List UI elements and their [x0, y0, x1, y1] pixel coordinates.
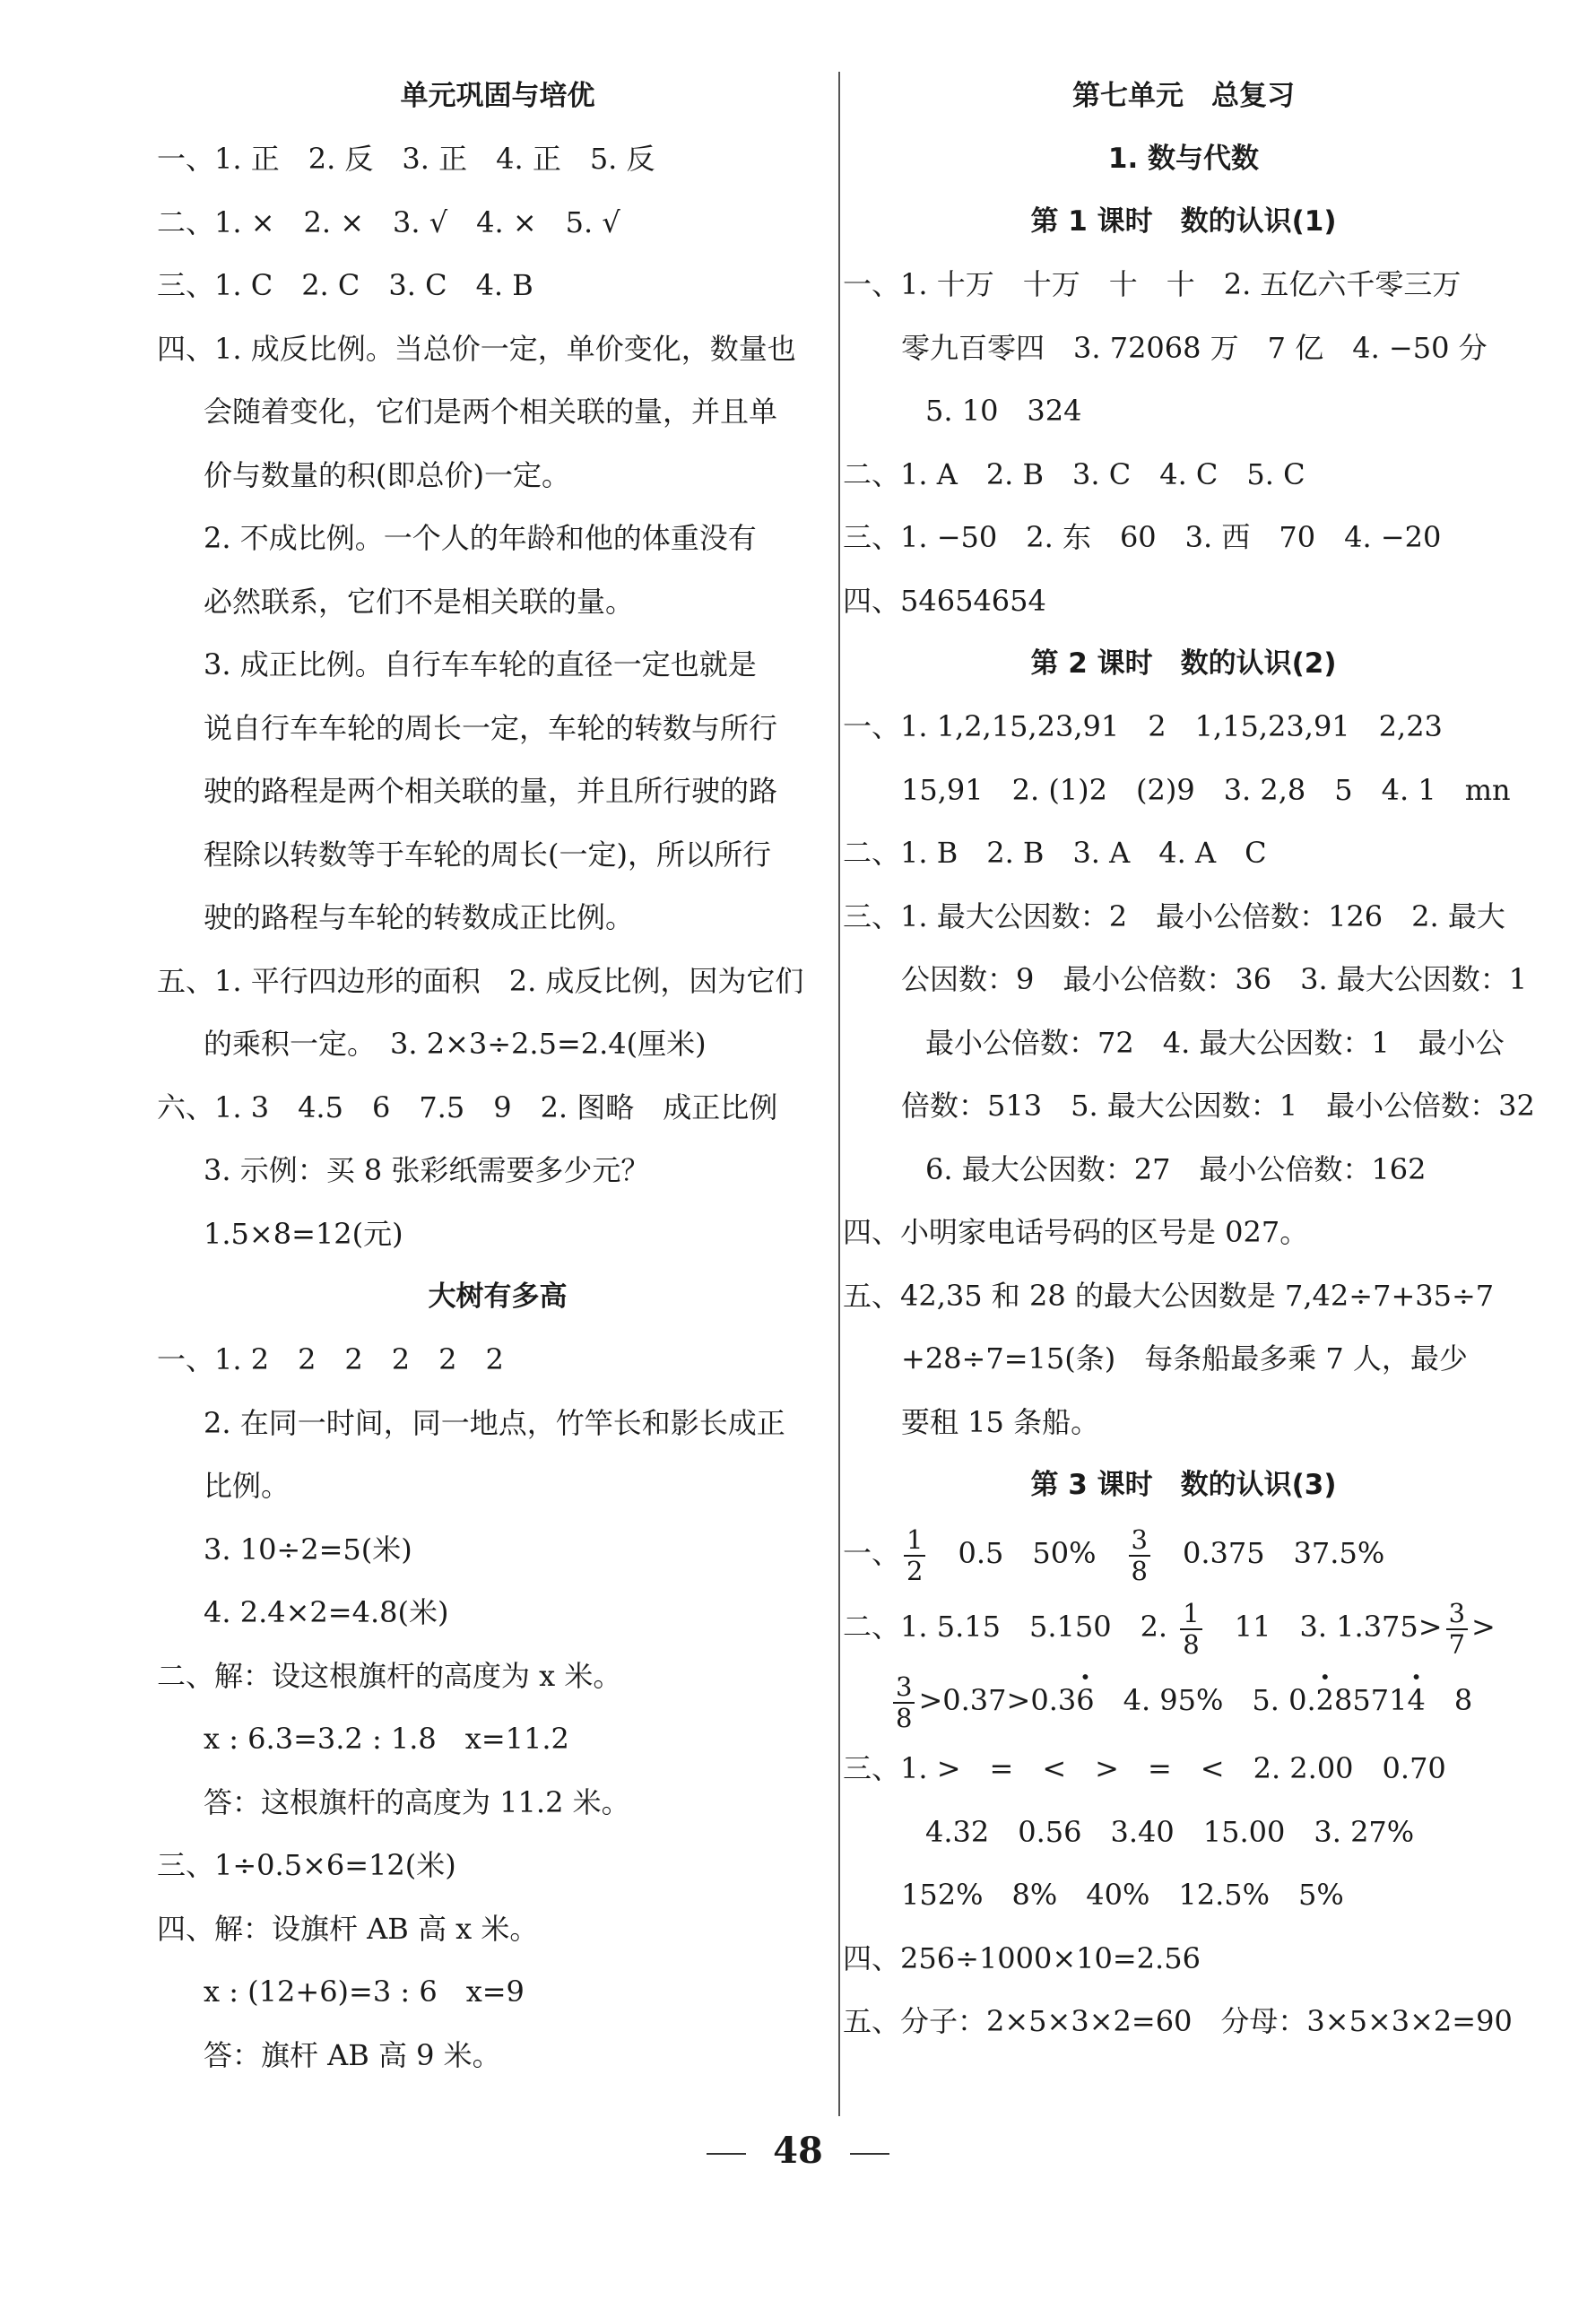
- answer-line: 2. 不成比例。一个人的年龄和他的体重没有: [204, 521, 757, 555]
- answer-line: 必然联系，它们不是相关联的量。: [204, 584, 635, 619]
- repeating-digit: · 6: [1076, 1663, 1094, 1737]
- repeating-digit: · 2: [1316, 1663, 1334, 1737]
- fraction: $\frac{3}{7}$: [1446, 1601, 1468, 1658]
- dash-left: [707, 2153, 746, 2155]
- section-title: 大树有多高: [428, 1280, 568, 1313]
- answer-line: 1.5×8=12(元): [204, 1216, 403, 1251]
- answer-line: 五、分子：2×5×3×2=60 分母：3×5×3×2=90: [843, 2004, 1513, 2038]
- answer-line: 一、 $\frac{1}{2}$ 0.5 50% $\frac{3}{8}$ 0.375 37.5%: [843, 1523, 1385, 1586]
- answer-line: 4. 2.4×2=4.8(米): [204, 1595, 449, 1629]
- answer-line: 的乘积一定。 3. 2×3÷2.5=2.4(厘米): [204, 1027, 707, 1061]
- answer-line: 程除以转数等于车轮的周长(一定)，所以所行: [204, 837, 771, 872]
- answer-line: 二、1. 5.15 5.150 2. $\frac{1}{8}$ 11 3. 1.375> $\frac{3}{7}$ >: [843, 1597, 1496, 1660]
- answer-line: 二、解：设这根旗杆的高度为 x 米。: [157, 1658, 622, 1693]
- repeating-digit: · 4: [1407, 1663, 1425, 1737]
- answer-line: 公因数：9 最小公倍数：36 3. 最大公因数：1: [901, 962, 1528, 996]
- fraction: $\frac{3}{8}$: [1129, 1527, 1150, 1584]
- fraction: $\frac{3}{8}$: [893, 1674, 915, 1732]
- lesson-title: 第 2 课时 数的认识(2): [1030, 647, 1337, 680]
- answer-line: 比例。: [204, 1469, 291, 1503]
- answer-line: 倍数：513 5. 最大公因数：1 最小公倍数：32: [901, 1089, 1535, 1123]
- answer-line: 价与数量的积(即总价)一定。: [204, 457, 570, 492]
- answer-line: 一、1. 十万 十万 十 十 2. 五亿六千零三万: [843, 267, 1462, 301]
- fraction: $\frac{1}{2}$: [904, 1527, 925, 1584]
- column-divider: [838, 72, 840, 2116]
- answer-line: +28÷7=15(条) 每条船最多乘 7 人，最少: [901, 1341, 1468, 1376]
- answer-line: 152% 8% 40% 12.5% 5%: [901, 1878, 1344, 1912]
- answer-line: 四、54654654: [843, 583, 1046, 618]
- answer-line: 一、1. 正 2. 反 3. 正 4. 正 5. 反: [157, 142, 655, 176]
- unit-title: 第七单元 总复习: [1072, 80, 1295, 112]
- answer-line: 六、1. 3 4.5 6 7.5 9 2. 图略 成正比例: [157, 1089, 778, 1124]
- answer-line: 一、1. 1,2,15,23,91 2 1,15,23,91 2,23: [843, 709, 1443, 743]
- answer-line: 说自行车车轮的周长一定，车轮的转数与所行: [204, 710, 778, 745]
- dash-right: [850, 2153, 889, 2155]
- answer-line: 会随着变化，它们是两个相关联的量，并且单: [204, 395, 778, 429]
- answer-line: 驶的路程是两个相关联的量，并且所行驶的路: [204, 774, 778, 808]
- fraction: $\frac{1}{8}$: [1180, 1601, 1201, 1658]
- answer-line: 3. 10÷2=5(米): [204, 1532, 412, 1567]
- answer-line: 三、1÷0.5×6=12(米): [157, 1848, 456, 1882]
- answer-line: x : (12+6)=3 : 6 x=9: [204, 1975, 525, 2009]
- answer-line: 4.32 0.56 3.40 15.00 3. 27%: [925, 1814, 1415, 1849]
- answer-line: 二、1. B 2. B 3. A 4. A C: [843, 836, 1267, 870]
- right-column: [843, 65, 1535, 2053]
- part-title: 1. 数与代数: [1107, 143, 1260, 175]
- answer-line: $\frac{3}{8}$ >0.37>0.3· 6 4. 95% 5. 0.· 28571· 4 8: [843, 1663, 1524, 1737]
- lesson-title: 第 3 课时 数的认识(3): [1030, 1469, 1337, 1501]
- answer-line: 五、42,35 和 28 的最大公因数是 7,42÷7+35÷7: [843, 1278, 1495, 1313]
- answer-line: 驶的路程与车轮的转数成正比例。: [204, 900, 635, 934]
- section-title: 单元巩固与培优: [400, 80, 595, 112]
- answer-line: 15,91 2. (1)2 (2)9 3. 2,8 5 4. 1 mn: [901, 772, 1511, 807]
- answer-line: 3. 示例：买 8 张彩纸需要多少元？: [204, 1153, 650, 1187]
- answer-line: 四、解：设旗杆 AB 高 x 米。: [157, 1911, 539, 1946]
- answer-line: 三、1. C 2. C 3. C 4. B: [157, 268, 533, 302]
- answer-line: 最小公倍数：72 4. 最大公因数：1 最小公: [925, 1025, 1505, 1060]
- answer-line: 要租 15 条船。: [901, 1404, 1100, 1439]
- answer-line: 四、1. 成反比例。当总价一定，单价变化，数量也: [157, 331, 796, 366]
- answer-line: 二、1. × 2. × 3. √ 4. × 5. √: [157, 204, 620, 239]
- answer-line: 答：这根旗杆的高度为 11.2 米。: [204, 1784, 630, 1819]
- answer-line: 四、256÷1000×10=2.56: [843, 1940, 1201, 1975]
- answer-line: 一、1. 2 2 2 2 2 2: [157, 1342, 504, 1376]
- left-column: [157, 65, 838, 2087]
- page-number: 48: [0, 2130, 1596, 2172]
- answer-line: 答：旗杆 AB 高 9 米。: [204, 2037, 501, 2072]
- answer-line: 五、1. 平行四边形的面积 2. 成反比例，因为它们: [157, 963, 804, 998]
- answer-line: 2. 在同一时间，同一地点，竹竿长和影长成正: [204, 1405, 785, 1440]
- answer-line: 三、1. −50 2. 东 60 3. 西 70 4. −20: [843, 520, 1442, 554]
- answer-line: 四、小明家电话号码的区号是 027。: [843, 1215, 1309, 1249]
- answer-line: 3. 成正比例。自行车车轮的直径一定也就是: [204, 647, 757, 681]
- answer-line: 二、1. A 2. B 3. C 4. C 5. C: [843, 456, 1305, 491]
- answer-line: 三、1. 最大公因数：2 最小公倍数：126 2. 最大: [843, 898, 1505, 933]
- answer-line: 三、1. > = < > = < 2. 2.00 0.70: [843, 1751, 1446, 1785]
- answer-line: 零九百零四 3. 72068 万 7 亿 4. −50 分: [901, 330, 1488, 365]
- answer-line: 6. 最大公因数：27 最小公倍数：162: [925, 1151, 1427, 1186]
- lesson-title: 第 1 课时 数的认识(1): [1030, 205, 1337, 238]
- answer-line: x : 6.3=3.2 : 1.8 x=11.2: [204, 1722, 569, 1756]
- answer-line: 5. 10 324: [925, 394, 1082, 428]
